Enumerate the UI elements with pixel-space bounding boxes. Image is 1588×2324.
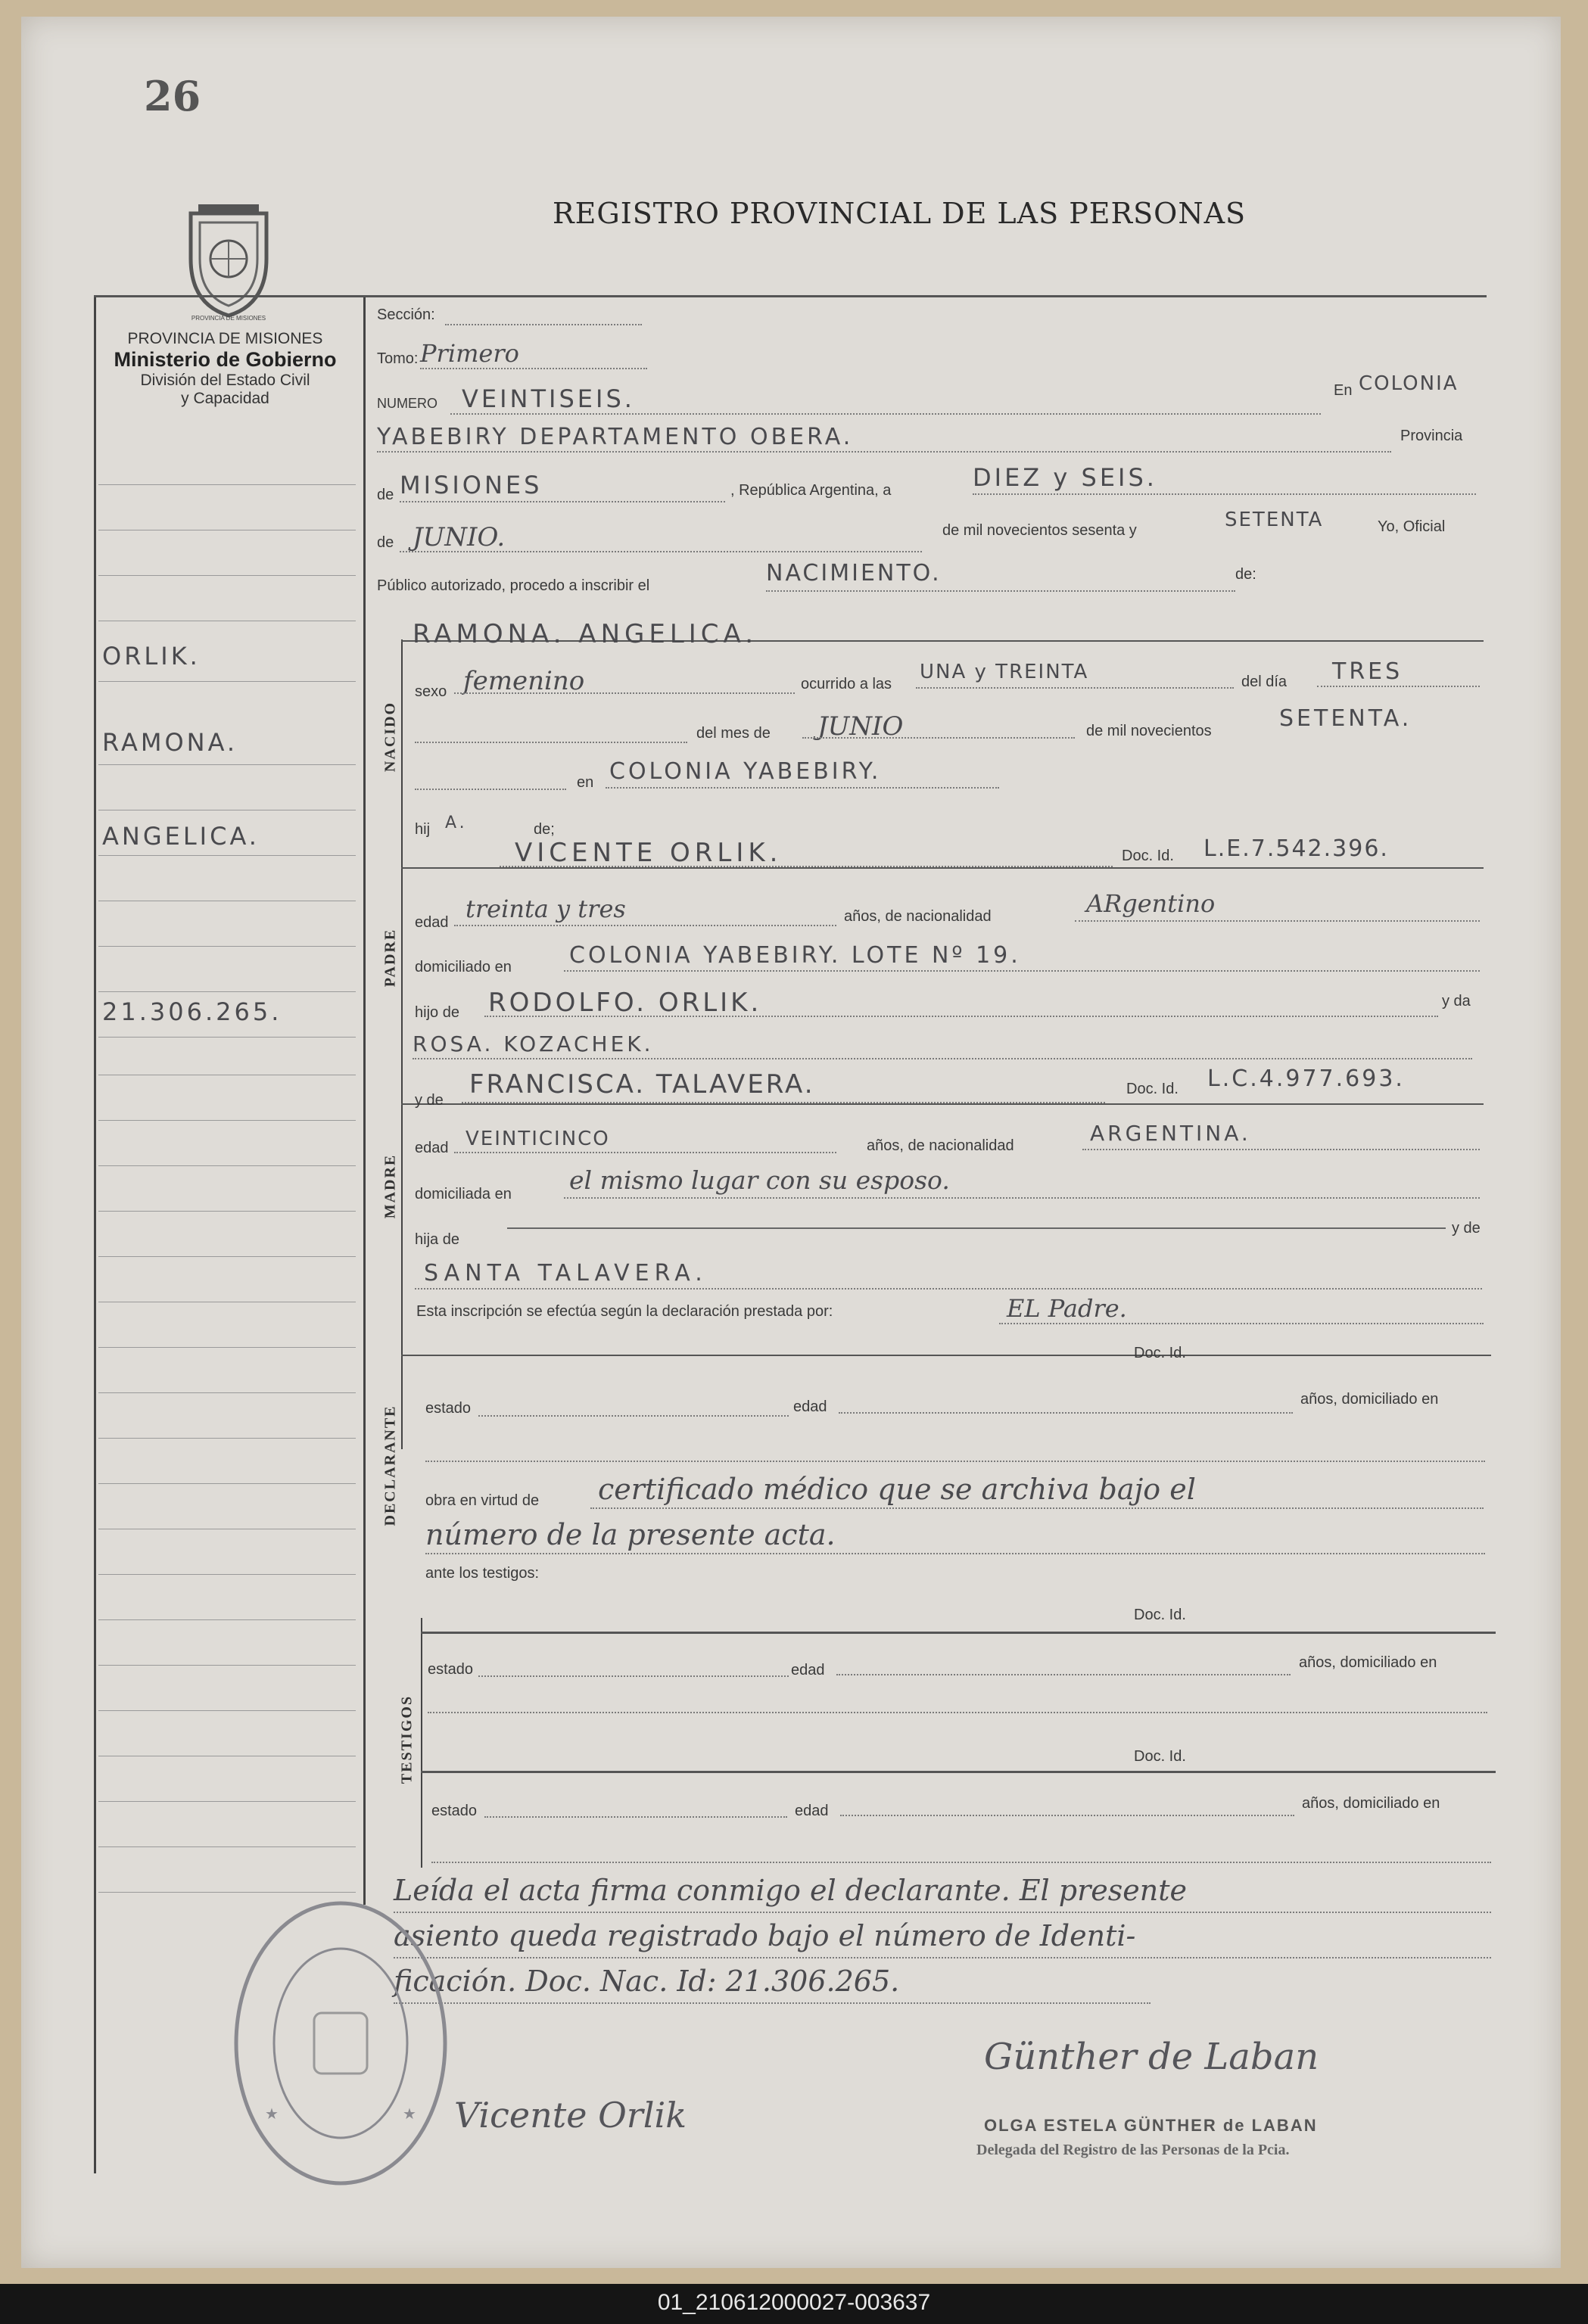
declarante-dom-line — [425, 1461, 1485, 1462]
margin-line — [98, 1619, 356, 1620]
lugar-nac-value: COLONIA YABEBIRY. — [609, 758, 882, 785]
padre-anos-label: años, de nacionalidad — [844, 908, 992, 925]
madre-nac-value: ARGENTINA. — [1090, 1121, 1251, 1146]
padre-edad-line — [454, 925, 836, 926]
margin-line — [98, 1165, 356, 1166]
official-signature: Günther de Laban — [984, 2036, 1319, 2078]
tomo-value: Primero — [420, 339, 519, 368]
padre-nac-value: ARgentino — [1086, 889, 1216, 918]
testigo2-doc-label: Doc. Id. — [1134, 1748, 1186, 1765]
madre-edad-label: edad — [415, 1140, 449, 1156]
anio-nac-value: SETENTA. — [1279, 705, 1412, 732]
acto-line — [766, 590, 1235, 592]
declarante-line — [999, 1323, 1484, 1324]
official-name: OLGA ESTELA GÜNTHER de LABAN — [984, 2116, 1318, 2135]
seccion-label: Sección: — [377, 306, 435, 323]
padre-nombre-value: VICENTE ORLIK. — [515, 838, 783, 868]
numero-line — [450, 413, 1321, 415]
side-label-declarante: DECLARANTE — [381, 1405, 399, 1526]
madre-dom-line — [564, 1197, 1480, 1199]
fecha-mes-line — [400, 551, 922, 552]
official-title: Delegada del Registro de las Personas de la Pcia. — [976, 2142, 1290, 2158]
provincia-value: MISIONES — [400, 471, 543, 499]
margin-line — [98, 991, 356, 992]
madre-anos-label: años, de nacionalidad — [867, 1137, 1014, 1154]
margin-line — [98, 946, 356, 947]
padre-hijo-label: hijo de — [415, 1004, 459, 1021]
margin-line — [98, 1392, 356, 1393]
province-emblem — [176, 198, 282, 322]
side-label-testigos: TESTIGOS — [398, 1694, 416, 1784]
del-mes-label: del mes de — [696, 725, 771, 742]
padre-doc-value: L.E.7.542.396. — [1203, 835, 1389, 862]
madre-nac-line — [1082, 1149, 1480, 1150]
margin-name-2: ANGELICA. — [102, 822, 260, 851]
declarante-estado-label: estado — [425, 1400, 472, 1417]
margin-line — [98, 1801, 356, 1802]
official-stamp — [227, 1892, 454, 2195]
fecha-dia-line — [973, 493, 1476, 495]
acto-value: NACIMIENTO. — [766, 560, 942, 586]
footer-file-label: 01_210612000027-003637 — [657, 2290, 931, 2315]
sexo-label: sexo — [415, 683, 447, 700]
anio-value: SETENTA — [1225, 509, 1324, 531]
left-header — [91, 330, 360, 408]
sexo-line — [454, 692, 795, 694]
del-dia-label: del día — [1241, 674, 1288, 690]
padre-madre-line — [413, 1058, 1472, 1059]
province-label: PROVINCIA DE MISIONES — [127, 330, 323, 347]
dia-value: TRES — [1332, 658, 1403, 685]
en-value: COLONIA — [1359, 372, 1459, 395]
place-line — [377, 451, 1391, 453]
hora-value: UNA y TREINTA — [920, 661, 1089, 683]
padre-dom-value: COLONIA YABEBIRY. LOTE Nº 19. — [569, 942, 1021, 969]
padre-doc-label: Doc. Id. — [1122, 848, 1174, 864]
madre-edad-value: VEINTICINCO — [466, 1128, 610, 1150]
nombre-value: RAMONA. ANGELICA. — [413, 619, 758, 649]
en-label: En — [1334, 382, 1353, 399]
republica-label: , República Argentina, a — [730, 482, 892, 499]
madre-edad-line — [454, 1152, 836, 1153]
margin-line — [98, 1120, 356, 1121]
padre-edad-value: treinta y tres — [466, 894, 626, 923]
numero-label: NUMERO — [377, 396, 437, 411]
closing-line-2 — [394, 1957, 1491, 1958]
margin-line — [98, 1710, 356, 1711]
provincia-label: Provincia — [1400, 428, 1463, 444]
de-colon-label: de: — [1235, 566, 1256, 583]
mes-pre-line — [415, 742, 687, 743]
margin-line — [98, 1256, 356, 1257]
capacity-label: y Capacidad — [181, 390, 269, 407]
svg-text:★: ★ — [265, 2105, 279, 2123]
madre-dom-value: el mismo lugar con su esposo. — [569, 1165, 950, 1195]
provincia-line — [400, 501, 725, 502]
obra-line-2 — [425, 1553, 1485, 1554]
testigo1-edad-line — [836, 1674, 1291, 1675]
center-column-rule — [363, 297, 366, 1905]
margin-line — [98, 855, 356, 856]
closing-note-line-1: Leída el acta firma conmigo el declarante. El presente — [394, 1874, 1187, 1907]
madre-nombre-value: FRANCISCA. TALAVERA. — [469, 1069, 815, 1100]
testigo1-estado-line — [478, 1675, 789, 1677]
tomo-label: Tomo: — [377, 350, 419, 367]
yo-oficial-label: Yo, Oficial — [1378, 518, 1446, 535]
testigo2-estado-line — [484, 1816, 787, 1818]
madre-hija-value: SANTA TALAVERA. — [424, 1260, 708, 1286]
en-lugar-label: en — [577, 774, 594, 791]
obra-value-1: certificado médico que se archiva bajo el — [598, 1473, 1196, 1506]
madre-top-rule — [401, 1103, 1484, 1105]
de-mil-nov-label: de mil novecientos — [1086, 723, 1212, 739]
place-value: YABEBIRY DEPARTAMENTO OBERA. — [377, 424, 854, 450]
obra-value-2: número de la presente acta. — [425, 1518, 836, 1551]
testigo2-estado-label: estado — [431, 1803, 478, 1819]
padre-madre-value: ROSA. KOZACHEK. — [413, 1031, 654, 1056]
testigo2-edad-line — [840, 1815, 1294, 1816]
ocurrido-label: ocurrido a las — [801, 676, 892, 692]
margin-line — [98, 1037, 356, 1038]
padre-hijo-value: RODOLFO. ORLIK. — [488, 988, 762, 1018]
margin-line — [98, 1438, 356, 1439]
testigo1-doc-label: Doc. Id. — [1134, 1607, 1186, 1623]
seccion-line — [445, 324, 642, 325]
padre-nac-line — [1075, 920, 1480, 922]
madre-y-de-end-label: y de — [1452, 1220, 1481, 1237]
padre-edad-label: edad — [415, 914, 449, 931]
side-label-nacido: NACIDO — [381, 701, 399, 773]
testigo1-estado-label: estado — [428, 1661, 474, 1678]
declarant-signature: Vicente Orlik — [454, 2095, 687, 2136]
section-rule-nacido — [401, 639, 403, 1449]
padre-nombre-line — [500, 866, 1113, 867]
declarante-edad-label: edad — [793, 1398, 827, 1415]
mes-value: JUNIO — [817, 711, 904, 742]
padre-dom-line — [564, 970, 1480, 972]
padre-y-da-label: y da — [1442, 993, 1471, 1010]
declarante-anos-label: años, domiciliado en — [1300, 1391, 1439, 1408]
header-top-rule — [94, 295, 1487, 297]
margin-line — [98, 681, 356, 682]
declarante-value: EL Padre. — [1007, 1294, 1127, 1323]
closing-line-1 — [394, 1912, 1491, 1913]
margin-name-1: RAMONA. — [102, 728, 238, 757]
madre-dom-label: domiciliada en — [415, 1186, 512, 1202]
de-label-1: de — [377, 487, 394, 503]
page-title: REGISTRO PROVINCIAL DE LAS PERSONAS — [553, 197, 1247, 230]
margin-surname: ORLIK. — [102, 642, 201, 670]
madre-hija-value-line — [415, 1288, 1482, 1290]
testigo1-dom-line — [428, 1712, 1487, 1713]
margin-doc-number: 21.306.265. — [102, 997, 282, 1026]
de-label-2: de — [377, 534, 394, 551]
madre-hija-label: hija de — [415, 1231, 459, 1248]
padre-hijo-line — [484, 1016, 1438, 1017]
left-column-rule — [94, 297, 96, 2173]
closing-note-line-2: asiento queda registrado bajo el número de Identi- — [394, 1919, 1136, 1952]
madre-y-de-label: y de — [415, 1092, 444, 1109]
testigo2-dom-line — [431, 1862, 1491, 1863]
page-number: 26 — [144, 72, 201, 120]
side-label-madre: MADRE — [381, 1153, 399, 1219]
margin-line — [98, 575, 356, 576]
margin-line — [98, 1211, 356, 1212]
ante-label: ante los testigos: — [425, 1565, 540, 1582]
margin-line — [98, 1665, 356, 1666]
obra-line-1 — [590, 1507, 1484, 1509]
side-label-padre: PADRE — [381, 928, 399, 988]
madre-nombre-line — [462, 1102, 1105, 1103]
division-label: División del Estado Civil — [140, 372, 310, 389]
section-rule-testigos — [421, 1618, 422, 1868]
inscripcion-label: Esta inscripción se efectúa según la declaración prestada por: — [416, 1303, 833, 1320]
padre-dom-label: domiciliado en — [415, 959, 512, 975]
testigo1-anos-label: años, domiciliado en — [1299, 1654, 1437, 1671]
testigo1-edad-label: edad — [791, 1662, 825, 1678]
lugar-pre-line — [415, 789, 566, 790]
closing-line-3 — [394, 2002, 1151, 2004]
testigos-top-rule — [421, 1632, 1496, 1634]
mes-line — [802, 737, 1075, 739]
de-mil-label: de mil novecientos sesenta y — [942, 522, 1137, 539]
margin-line — [98, 1846, 356, 1847]
publico-label: Público autorizado, procedo a inscribir el — [377, 577, 650, 594]
declarante-doc-label: Doc. Id. — [1134, 1345, 1186, 1361]
declarante-estado-line — [478, 1415, 789, 1417]
margin-line — [98, 484, 356, 485]
svg-text:★: ★ — [403, 2105, 416, 2123]
madre-doc-value: L.C.4.977.693. — [1207, 1066, 1405, 1092]
numero-value: VEINTISEIS. — [462, 384, 635, 413]
madre-hija-line — [507, 1227, 1446, 1229]
ministry-label: Ministerio de Gobierno — [114, 348, 337, 371]
fecha-dia-value: DIEZ y SEIS. — [973, 463, 1157, 492]
fecha-mes-value: JUNIO. — [413, 522, 506, 552]
de-semi-label: de; — [534, 821, 555, 838]
margin-line — [98, 764, 356, 765]
lugar-nac-line — [606, 787, 999, 789]
hora-line — [916, 687, 1234, 689]
tomo-line — [420, 368, 647, 369]
testigo2-doc-rule — [421, 1771, 1496, 1773]
declarante-edad-line — [839, 1412, 1293, 1414]
testigo2-edad-label: edad — [795, 1803, 829, 1819]
obra-label: obra en virtud de — [425, 1492, 540, 1509]
hij-suffix-value: A. — [445, 814, 468, 832]
margin-line — [98, 1347, 356, 1348]
margin-line — [98, 1574, 356, 1575]
madre-doc-label: Doc. Id. — [1126, 1081, 1179, 1097]
margin-line — [98, 1483, 356, 1484]
declarante-doc-rule — [401, 1355, 1491, 1356]
dia-line — [1317, 686, 1480, 687]
emblem-caption: PROVINCIA DE MISIONES — [191, 315, 266, 322]
testigo2-anos-label: años, domiciliado en — [1302, 1795, 1440, 1812]
hij-label: hij — [415, 821, 431, 838]
closing-note-line-3: ficación. Doc. Nac. Id: 21.306.265. — [394, 1965, 900, 1998]
sexo-value: femenino — [463, 666, 585, 696]
